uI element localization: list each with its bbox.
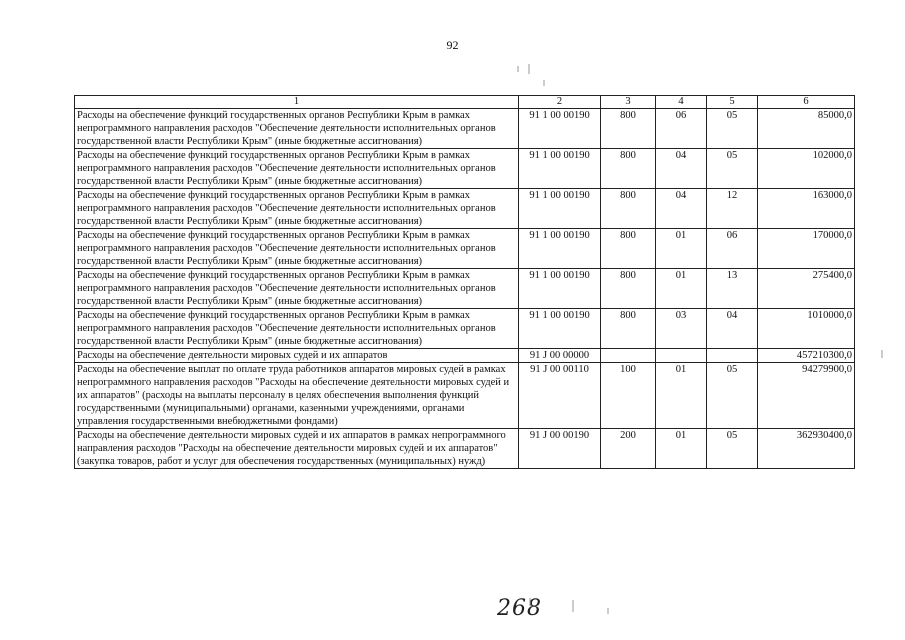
- expense-type-code: 100: [601, 363, 656, 429]
- handwritten-page-number: 268: [497, 596, 542, 621]
- table-row: [75, 269, 855, 309]
- target-article-code: 91 1 00 00190: [519, 309, 601, 349]
- amount: 163000,0: [758, 189, 855, 229]
- target-article-code: 91 1 00 00190: [519, 189, 601, 229]
- column-header: 5: [707, 96, 758, 109]
- section-code: [656, 349, 707, 363]
- column-header: 6: [758, 96, 855, 109]
- expense-type-code: [601, 349, 656, 363]
- expense-name: Расходы на обеспечение функций государственных органов Республики Крым в рамках непрограммного направления расходов "Обеспечение деятельности исполнительных органов государственной власти Республики Крым" (иные бюджетные ассигнования): [75, 109, 519, 149]
- column-header: 4: [656, 96, 707, 109]
- table-header-row: [75, 96, 855, 109]
- subsection-code: 04: [707, 309, 758, 349]
- section-code: 04: [656, 149, 707, 189]
- expense-name: Расходы на обеспечение выплат по оплате труда работников аппаратов мировых судей в рамках непрограммного направления расходов "Расходы на обеспечение деятельности мировых судей и их аппаратов" (расходы на выплаты персоналу в целях обеспечения выполнения функций государственными (муниципальными) органами, казенными учреждениями, органами управления государственными внебюджетными фондами): [75, 363, 519, 429]
- expense-name: Расходы на обеспечение деятельности мировых судей и их аппаратов: [75, 349, 519, 363]
- subsection-code: 13: [707, 269, 758, 309]
- target-article-code: 91 J 00 00110: [519, 363, 601, 429]
- subsection-code: 06: [707, 229, 758, 269]
- expense-type-code: 800: [601, 189, 656, 229]
- section-code: 01: [656, 363, 707, 429]
- amount: 1010000,0: [758, 309, 855, 349]
- target-article-code: 91 1 00 00190: [519, 229, 601, 269]
- section-code: 04: [656, 189, 707, 229]
- column-header: 2: [519, 96, 601, 109]
- subsection-code: [707, 349, 758, 363]
- expense-name: Расходы на обеспечение деятельности мировых судей и их аппаратов в рамках непрограммного направления расходов "Расходы на обеспечение деятельности мировых судей и их аппаратов" (закупка товаров, работ и услуг для обеспечения государственных (муниципальных) нужд): [75, 429, 519, 469]
- table-row: [75, 109, 855, 149]
- target-article-code: 91 1 00 00190: [519, 269, 601, 309]
- subsection-code: 05: [707, 429, 758, 469]
- target-article-code: 91 1 00 00190: [519, 109, 601, 149]
- section-code: 06: [656, 109, 707, 149]
- expense-name: Расходы на обеспечение функций государственных органов Республики Крым в рамках непрограммного направления расходов "Обеспечение деятельности исполнительных органов государственной власти Республики Крым" (иные бюджетные ассигнования): [75, 269, 519, 309]
- expense-name: Расходы на обеспечение функций государственных органов Республики Крым в рамках непрограммного направления расходов "Обеспечение деятельности исполнительных органов государственной власти Республики Крым" (иные бюджетные ассигнования): [75, 309, 519, 349]
- expense-type-code: 200: [601, 429, 656, 469]
- page-number: 92: [446, 38, 459, 52]
- table-row: [75, 149, 855, 189]
- subsection-code: 05: [707, 363, 758, 429]
- table-row: [75, 429, 855, 469]
- subsection-code: 05: [707, 109, 758, 149]
- amount: 85000,0: [758, 109, 855, 149]
- target-article-code: 91 J 00 00000: [519, 349, 601, 363]
- target-article-code: 91 J 00 00190: [519, 429, 601, 469]
- section-code: 01: [656, 269, 707, 309]
- amount: 275400,0: [758, 269, 855, 309]
- column-header: 3: [601, 96, 656, 109]
- table-row: [75, 229, 855, 269]
- budget-table: [74, 95, 855, 469]
- amount: 362930400,0: [758, 429, 855, 469]
- section-code: 01: [656, 229, 707, 269]
- expense-type-code: 800: [601, 149, 656, 189]
- table-row: [75, 309, 855, 349]
- column-header: 1: [75, 96, 519, 109]
- amount: 170000,0: [758, 229, 855, 269]
- expense-name: Расходы на обеспечение функций государственных органов Республики Крым в рамках непрограммного направления расходов "Обеспечение деятельности исполнительных органов государственной власти Республики Крым" (иные бюджетные ассигнования): [75, 189, 519, 229]
- amount: 457210300,0: [758, 349, 855, 363]
- table-row: [75, 363, 855, 429]
- table-row: [75, 349, 855, 363]
- amount: 94279900,0: [758, 363, 855, 429]
- amount: 102000,0: [758, 149, 855, 189]
- expense-type-code: 800: [601, 229, 656, 269]
- subsection-code: 05: [707, 149, 758, 189]
- target-article-code: 91 1 00 00190: [519, 149, 601, 189]
- expense-type-code: 800: [601, 309, 656, 349]
- expense-name: Расходы на обеспечение функций государственных органов Республики Крым в рамках непрограммного направления расходов "Обеспечение деятельности исполнительных органов государственной власти Республики Крым" (иные бюджетные ассигнования): [75, 229, 519, 269]
- expense-type-code: 800: [601, 109, 656, 149]
- table-row: [75, 189, 855, 229]
- expense-type-code: 800: [601, 269, 656, 309]
- subsection-code: 12: [707, 189, 758, 229]
- expense-name: Расходы на обеспечение функций государственных органов Республики Крым в рамках непрограммного направления расходов "Обеспечение деятельности исполнительных органов государственной власти Республики Крым" (иные бюджетные ассигнования): [75, 149, 519, 189]
- section-code: 01: [656, 429, 707, 469]
- section-code: 03: [656, 309, 707, 349]
